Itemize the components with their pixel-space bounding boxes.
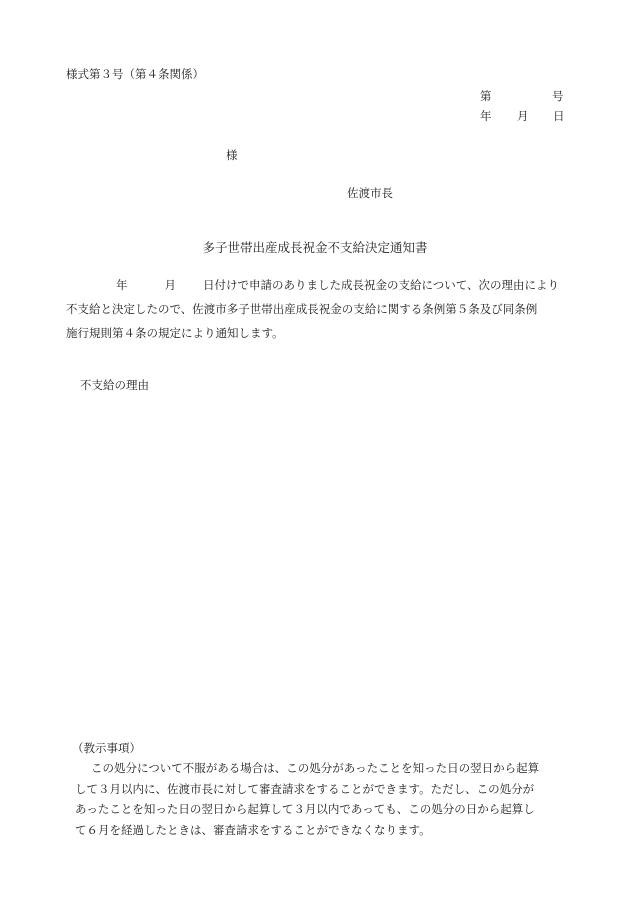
body-month-label: 月 xyxy=(164,278,176,292)
sender-name: 佐渡市長 xyxy=(347,186,393,200)
document-number-suffix: 号 xyxy=(552,89,564,103)
notice-heading: （教示事項） xyxy=(72,741,141,755)
notice-line-1: この処分について不服がある場合は、この処分があったことを知った日の翌日から起算 xyxy=(91,761,540,775)
body-line-1 xyxy=(66,273,564,297)
date-month-label: 月 xyxy=(517,109,529,123)
notice-paragraph xyxy=(75,758,565,840)
body-line-2: 不支給と決定したので、佐渡市多子世帯出産成長祝金の支給に関する条例第５条及び同条例 xyxy=(66,302,538,316)
notice-line-3: あったことを知った日の翌日から起算して３月以内であっても、この処分の日から起算し xyxy=(75,802,535,816)
body-year-label: 年 xyxy=(116,278,128,292)
date-year-label: 年 xyxy=(480,109,492,123)
form-number: 様式第３号（第４条関係） xyxy=(66,67,204,81)
document-title: 多子世帯出産成長祝金不支給決定通知書 xyxy=(202,240,428,255)
document-number-label: 第 xyxy=(480,89,492,103)
addressee-honorific: 様 xyxy=(226,148,238,162)
notice-line-4: て６月を経過したときは、審査請求をすることができなくなります。 xyxy=(75,822,431,837)
body-line-1-text: 日付けで申請のありました成長祝金の支給について、次の理由により xyxy=(203,278,560,292)
reason-heading: 不支給の理由 xyxy=(80,378,149,392)
notice-line-2: して３月以内に、佐渡市長に対して審査請求をすることができます。ただし、この処分が xyxy=(75,781,535,796)
body-paragraph xyxy=(66,273,564,345)
date-day-label: 日 xyxy=(553,109,565,123)
body-line-3: 施行規則第４条の規定により通知します。 xyxy=(66,326,284,340)
